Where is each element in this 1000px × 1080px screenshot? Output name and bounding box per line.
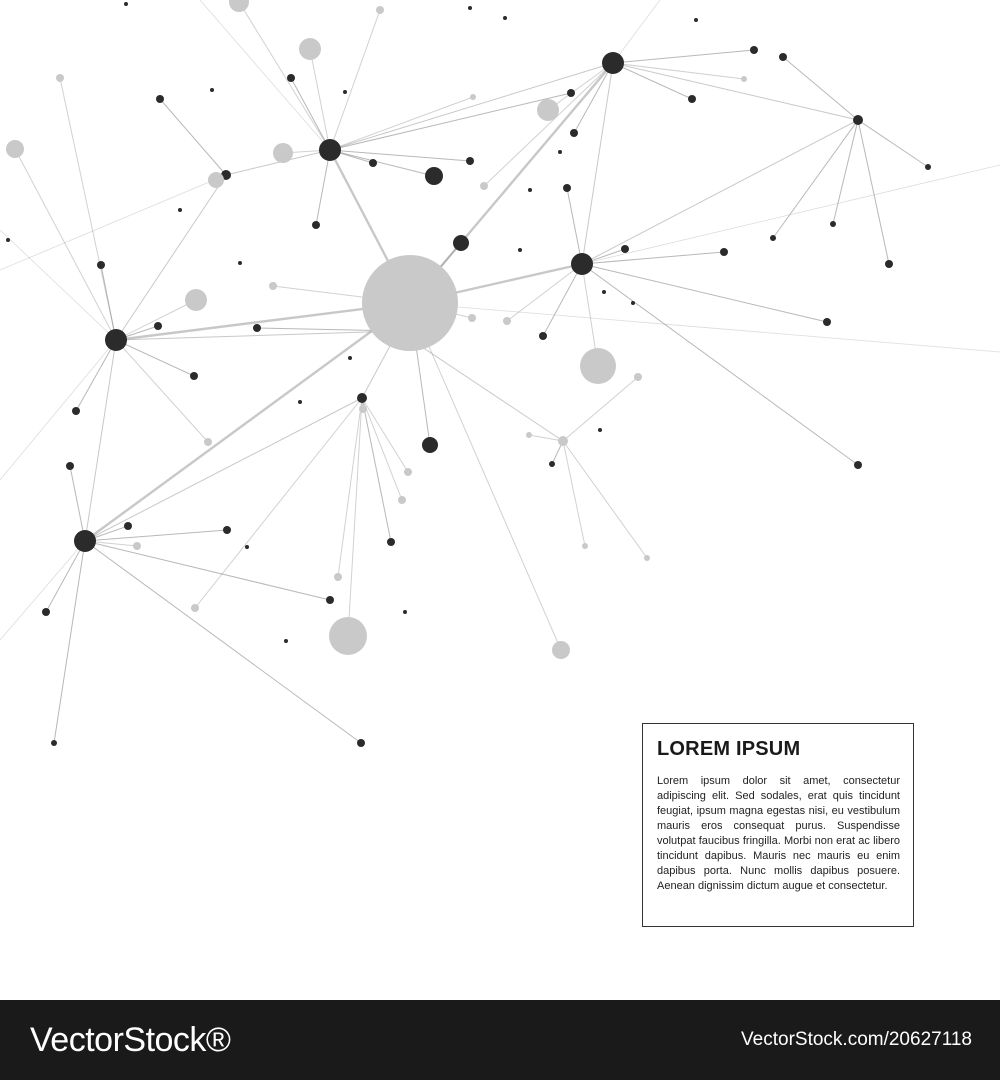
network-link [239, 2, 330, 150]
network-node [326, 596, 334, 604]
network-link [70, 466, 85, 541]
network-node [466, 157, 474, 165]
brand-logo: VectorStock® [30, 1020, 231, 1059]
network-node [688, 95, 696, 103]
network-dust-node [558, 150, 562, 154]
network-link [362, 398, 408, 472]
network-link [330, 63, 613, 150]
network-link [858, 120, 928, 167]
network-node [503, 317, 511, 325]
network-link [330, 97, 473, 150]
network-node [422, 437, 438, 453]
network-link [160, 99, 226, 175]
network-node [582, 543, 588, 549]
network-link [85, 530, 227, 541]
network-node [854, 461, 862, 469]
network-node [223, 526, 231, 534]
network-link [330, 93, 571, 150]
network-node [299, 38, 321, 60]
network-dust-node [238, 261, 242, 265]
network-node [770, 235, 776, 241]
network-node [925, 164, 931, 170]
network-node [549, 461, 555, 467]
network-link [200, 0, 330, 150]
image-id: VectorStock.com/20627118 [741, 1029, 972, 1050]
network-node [741, 76, 747, 82]
network-link [76, 340, 116, 411]
network-node [185, 289, 207, 311]
network-node [253, 324, 261, 332]
network-hub-node [105, 329, 127, 351]
network-dust-node [602, 290, 606, 294]
network-node [369, 159, 377, 167]
network-dust-node [6, 238, 10, 242]
network-node [42, 608, 50, 616]
network-node [539, 332, 547, 340]
network-node [404, 468, 412, 476]
network-dust-node [178, 208, 182, 212]
network-link [410, 303, 1000, 352]
network-link [0, 340, 116, 480]
network-link [330, 10, 380, 150]
network-dust-node [348, 356, 352, 360]
network-node [570, 129, 578, 137]
network-link [116, 340, 194, 376]
network-link [348, 398, 362, 636]
network-dust-node [298, 400, 302, 404]
network-node [6, 140, 24, 158]
network-link [116, 340, 208, 442]
network-node [425, 167, 443, 185]
network-node [154, 322, 162, 330]
network-link [484, 63, 613, 186]
network-node [208, 172, 224, 188]
network-node [885, 260, 893, 268]
network-link [582, 120, 858, 264]
network-node [229, 0, 249, 12]
network-node [526, 432, 532, 438]
network-link [85, 541, 330, 600]
network-link [116, 175, 226, 340]
network-hub-node [602, 52, 624, 74]
network-node [552, 641, 570, 659]
network-node [644, 555, 650, 561]
card-body: Lorem ipsum dolor sit amet, consectetur adipiscing elit. Sed sodales, erat quis tincidunt feugiat, ipsum magna egestas nisi, eu vestibulum mauris eros consequat purus. Suspendisse volutpat faucibus fringilla. Morbi non erat ac libero tincidunt dapibus. Mauris nec mauris eu enim dapibus porta. Nunc mollis dapibus posuere. Aenean dignissim dictum augue et consectetur. [657, 775, 900, 892]
network-node [133, 542, 141, 550]
network-node [269, 282, 277, 290]
network-node [537, 99, 559, 121]
network-link [15, 149, 116, 340]
network-link [362, 398, 391, 542]
network-node [480, 182, 488, 190]
network-node [563, 184, 571, 192]
network-link [567, 188, 582, 264]
network-node [634, 373, 642, 381]
network-node [823, 318, 831, 326]
footer-bar [0, 1000, 1000, 1080]
network-dust-node [528, 188, 532, 192]
network-node [66, 462, 74, 470]
network-node [329, 617, 367, 655]
network-dust-node [124, 2, 128, 6]
network-node [56, 74, 64, 82]
network-node [580, 348, 616, 384]
network-link [582, 264, 858, 465]
network-hub-node [74, 530, 96, 552]
network-link [85, 541, 361, 743]
network-node [273, 143, 293, 163]
network-link [60, 78, 116, 340]
network-hub-node [362, 255, 458, 351]
network-node [357, 739, 365, 747]
network-node [51, 740, 57, 746]
network-link [338, 398, 362, 577]
card-title: LOREM IPSUM [657, 738, 801, 760]
network-link [362, 398, 402, 500]
network-link [310, 49, 330, 150]
network-node [359, 405, 367, 413]
network-node [453, 235, 469, 251]
network-link [543, 264, 582, 336]
network-node [97, 261, 105, 269]
network-dust-node [210, 88, 214, 92]
network-node [191, 604, 199, 612]
network-node [334, 573, 342, 581]
network-dust-node [631, 301, 635, 305]
network-link [0, 230, 116, 340]
network-node [567, 89, 575, 97]
network-dust-node [343, 90, 347, 94]
network-dust-node [598, 428, 602, 432]
network-link [613, 50, 754, 63]
network-node [750, 46, 758, 54]
network-hub-node [853, 115, 863, 125]
network-node [468, 314, 476, 322]
network-dust-node [518, 248, 522, 252]
network-dust-node [284, 639, 288, 643]
network-dust-node [245, 545, 249, 549]
network-hub-node [319, 139, 341, 161]
network-hub-node [571, 253, 593, 275]
network-link [613, 63, 692, 99]
network-link [773, 120, 858, 238]
network-hub-node [387, 320, 409, 342]
network-link [85, 340, 116, 541]
network-link [316, 150, 330, 225]
network-dust-node [694, 18, 698, 22]
network-link [85, 398, 362, 541]
network-link [582, 264, 827, 322]
network-hub-node [558, 436, 568, 446]
network-node [779, 53, 787, 61]
network-link [0, 175, 226, 270]
network-node [830, 221, 836, 227]
network-link [783, 57, 858, 120]
network-link [291, 78, 330, 150]
network-node [398, 496, 406, 504]
network-link [833, 120, 858, 224]
network-node [720, 248, 728, 256]
network-dust-node [403, 610, 407, 614]
network-node [387, 538, 395, 546]
network-node [621, 245, 629, 253]
network-link [613, 63, 858, 120]
network-link [410, 303, 561, 650]
network-link [582, 252, 724, 264]
network-node [470, 94, 476, 100]
network-link [582, 165, 1000, 264]
network-node [156, 95, 164, 103]
text-card [642, 723, 914, 927]
network-node [376, 6, 384, 14]
network-node [204, 438, 212, 446]
network-hub-node [357, 393, 367, 403]
network-node [312, 221, 320, 229]
network-node [72, 407, 80, 415]
network-link [613, 63, 744, 79]
network-node [190, 372, 198, 380]
network-node [124, 522, 132, 530]
network-dust-node [468, 6, 472, 10]
network-dust-node [503, 16, 507, 20]
network-node [287, 74, 295, 82]
network-nodes [6, 0, 931, 747]
network-link [613, 0, 660, 63]
